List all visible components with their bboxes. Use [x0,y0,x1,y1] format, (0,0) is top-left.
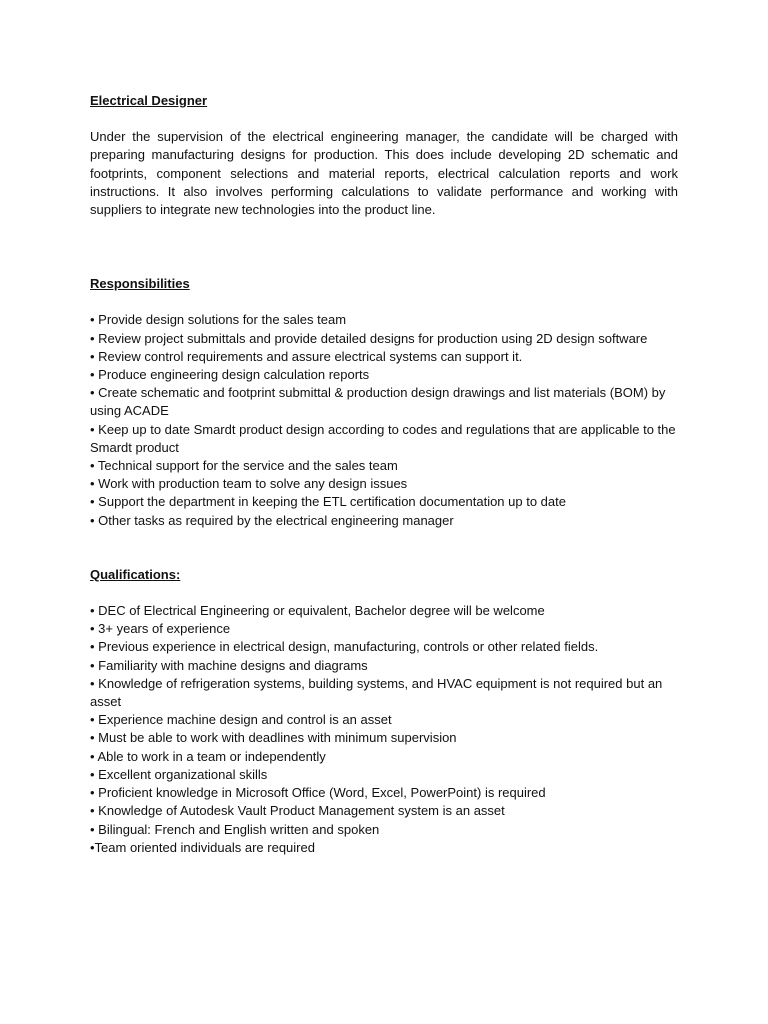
qualification-item: • 3+ years of experience [90,621,231,637]
spacer [90,530,678,566]
qualifications-list [90,602,678,857]
qualifications-heading: Qualifications: [90,566,181,582]
qualification-item: • Knowledge of Autodesk Vault Product Management system is an asset [90,803,505,819]
qualification-item: • Familiarity with machine designs and diagrams [90,657,368,673]
document-title: Electrical Designer [90,93,208,108]
responsibility-item: • Support the department in keeping the ETL certification documentation up to date [90,494,566,510]
qualification-item: • Proficient knowledge in Microsoft Office (Word, Excel, PowerPoint) is required [90,785,546,801]
qualification-item: • DEC of Electrical Engineering or equivalent, Bachelor degree will be welcome [90,603,545,619]
responsibility-item: • Create schematic and footprint submittal & production design drawings and list materials (BOM) by using ACADE [90,385,666,419]
spacer [90,584,678,602]
spacer [90,293,678,311]
spacer [90,219,678,275]
intro-paragraph: Under the supervision of the electrical engineering manager, the candidate will be charged with preparing manufacturing designs for production. This does include developing 2D schematic and footprints, component selections and material reports, electrical calculation reports and work instructions. It also involves performing calculations to validate performance and working with suppliers to integrate new technologies into the product line. [90,129,678,218]
qualification-item: • Excellent organizational skills [90,766,268,782]
qualification-item: • Experience machine design and control is an asset [90,712,392,728]
responsibility-item: • Produce engineering design calculation reports [90,367,370,383]
responsibility-item: • Review project submittals and provide detailed designs for production using 2D design software [90,330,648,346]
qualification-item: • Must be able to work with deadlines with minimum supervision [90,730,457,746]
responsibility-item: • Keep up to date Smardt product design according to codes and regulations that are applicable to the Smardt product [90,421,676,455]
qualification-item: • Bilingual: French and English written and spoken [90,821,380,837]
qualification-item: • Previous experience in electrical design, manufacturing, controls or other related fields. [90,639,599,655]
qualification-item: •Team oriented individuals are required [90,839,315,855]
responsibility-item: • Other tasks as required by the electrical engineering manager [90,512,454,528]
responsibility-item: • Work with production team to solve any design issues [90,476,408,492]
document-page [90,92,678,857]
responsibility-item: • Technical support for the service and the sales team [90,458,398,474]
responsibilities-heading: Responsibilities [90,276,190,292]
qualification-item: • Able to work in a team or independently [90,748,326,764]
responsibility-item: • Review control requirements and assure electrical systems can support it. [90,348,523,364]
responsibility-item: • Provide design solutions for the sales team [90,312,347,328]
qualification-item: • Knowledge of refrigeration systems, building systems, and HVAC equipment is not required but an asset [90,675,663,710]
responsibilities-list [90,311,678,529]
